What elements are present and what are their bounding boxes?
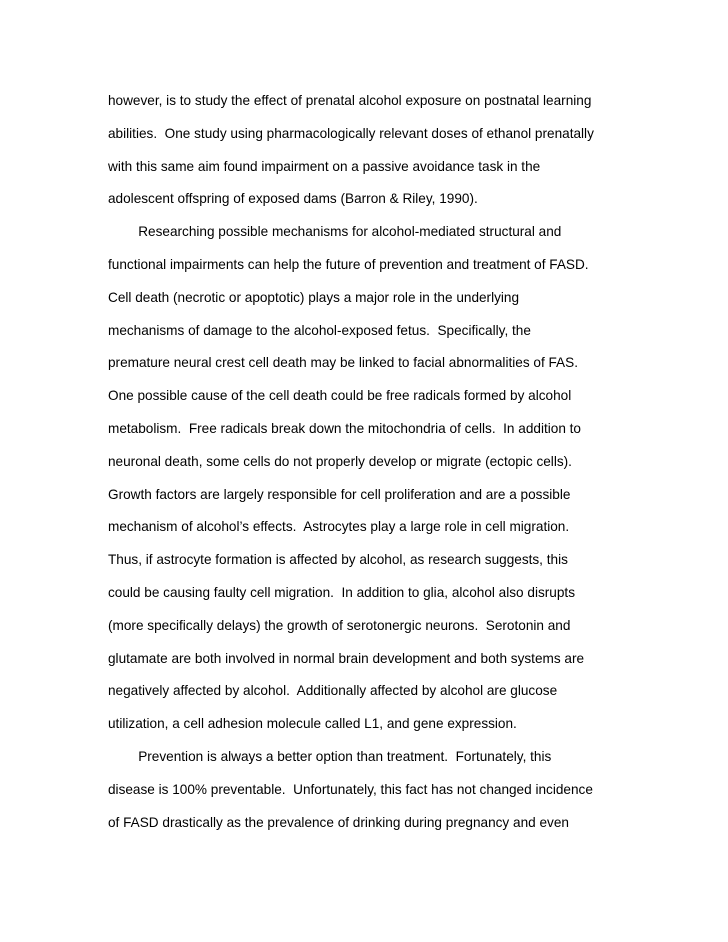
text-line: Thus, if astrocyte formation is affected by alcohol, as research suggests, this [108,552,568,568]
text-line: could be causing faulty cell migration. In addition to glia, alcohol also disrupts [108,584,575,600]
text-line: adolescent offspring of exposed dams (Barron & Riley, 1990). [108,191,478,207]
text-line: mechanisms of damage to the alcohol-exposed fetus. Specifically, the [108,322,531,338]
text-line: functional impairments can help the future of prevention and treatment of FASD. [108,256,589,272]
text-line: mechanism of alcohol’s effects. Astrocytes play a large role in cell migration. [108,519,570,535]
text-line: premature neural crest cell death may be linked to facial abnormalities of FAS. [108,355,578,371]
text-line: metabolism. Free radicals break down the mitochondria of cells. In addition to [108,420,581,436]
text-line: disease is 100% preventable. Unfortunately, this fact has not changed incidence [108,781,593,797]
text-line: glutamate are both involved in normal brain development and both systems are [108,650,585,666]
text-line: Researching possible mechanisms for alcohol-mediated structural and [108,224,562,240]
text-line: Growth factors are largely responsible for cell proliferation and are a possible [108,486,571,502]
text-line: however, is to study the effect of prenatal alcohol exposure on postnatal learning [108,93,592,108]
text-line: with this same aim found impairment on a passive avoidance task in the [108,158,541,174]
text-line: One possible cause of the cell death could be free radicals formed by alcohol [108,388,572,404]
text-line: abilities. One study using pharmacologically relevant doses of ethanol prenatally [108,125,594,141]
text-line: of FASD drastically as the prevalence of drinking during pregnancy and even [108,814,569,830]
text-line: Cell death (necrotic or apoptotic) plays a major role in the underlying [108,289,520,305]
text-line: utilization, a cell adhesion molecule called L1, and gene expression. [108,716,517,732]
text-line: Prevention is always a better option than treatment. Fortunately, this [108,748,552,764]
text-line: (more specifically delays) the growth of serotonergic neurons. Serotonin and [108,617,571,633]
text-line: neuronal death, some cells do not properly develop or migrate (ectopic cells). [108,453,572,469]
body-text [108,85,628,839]
text-line: negatively affected by alcohol. Additionally affected by alcohol are glucose [108,683,558,699]
